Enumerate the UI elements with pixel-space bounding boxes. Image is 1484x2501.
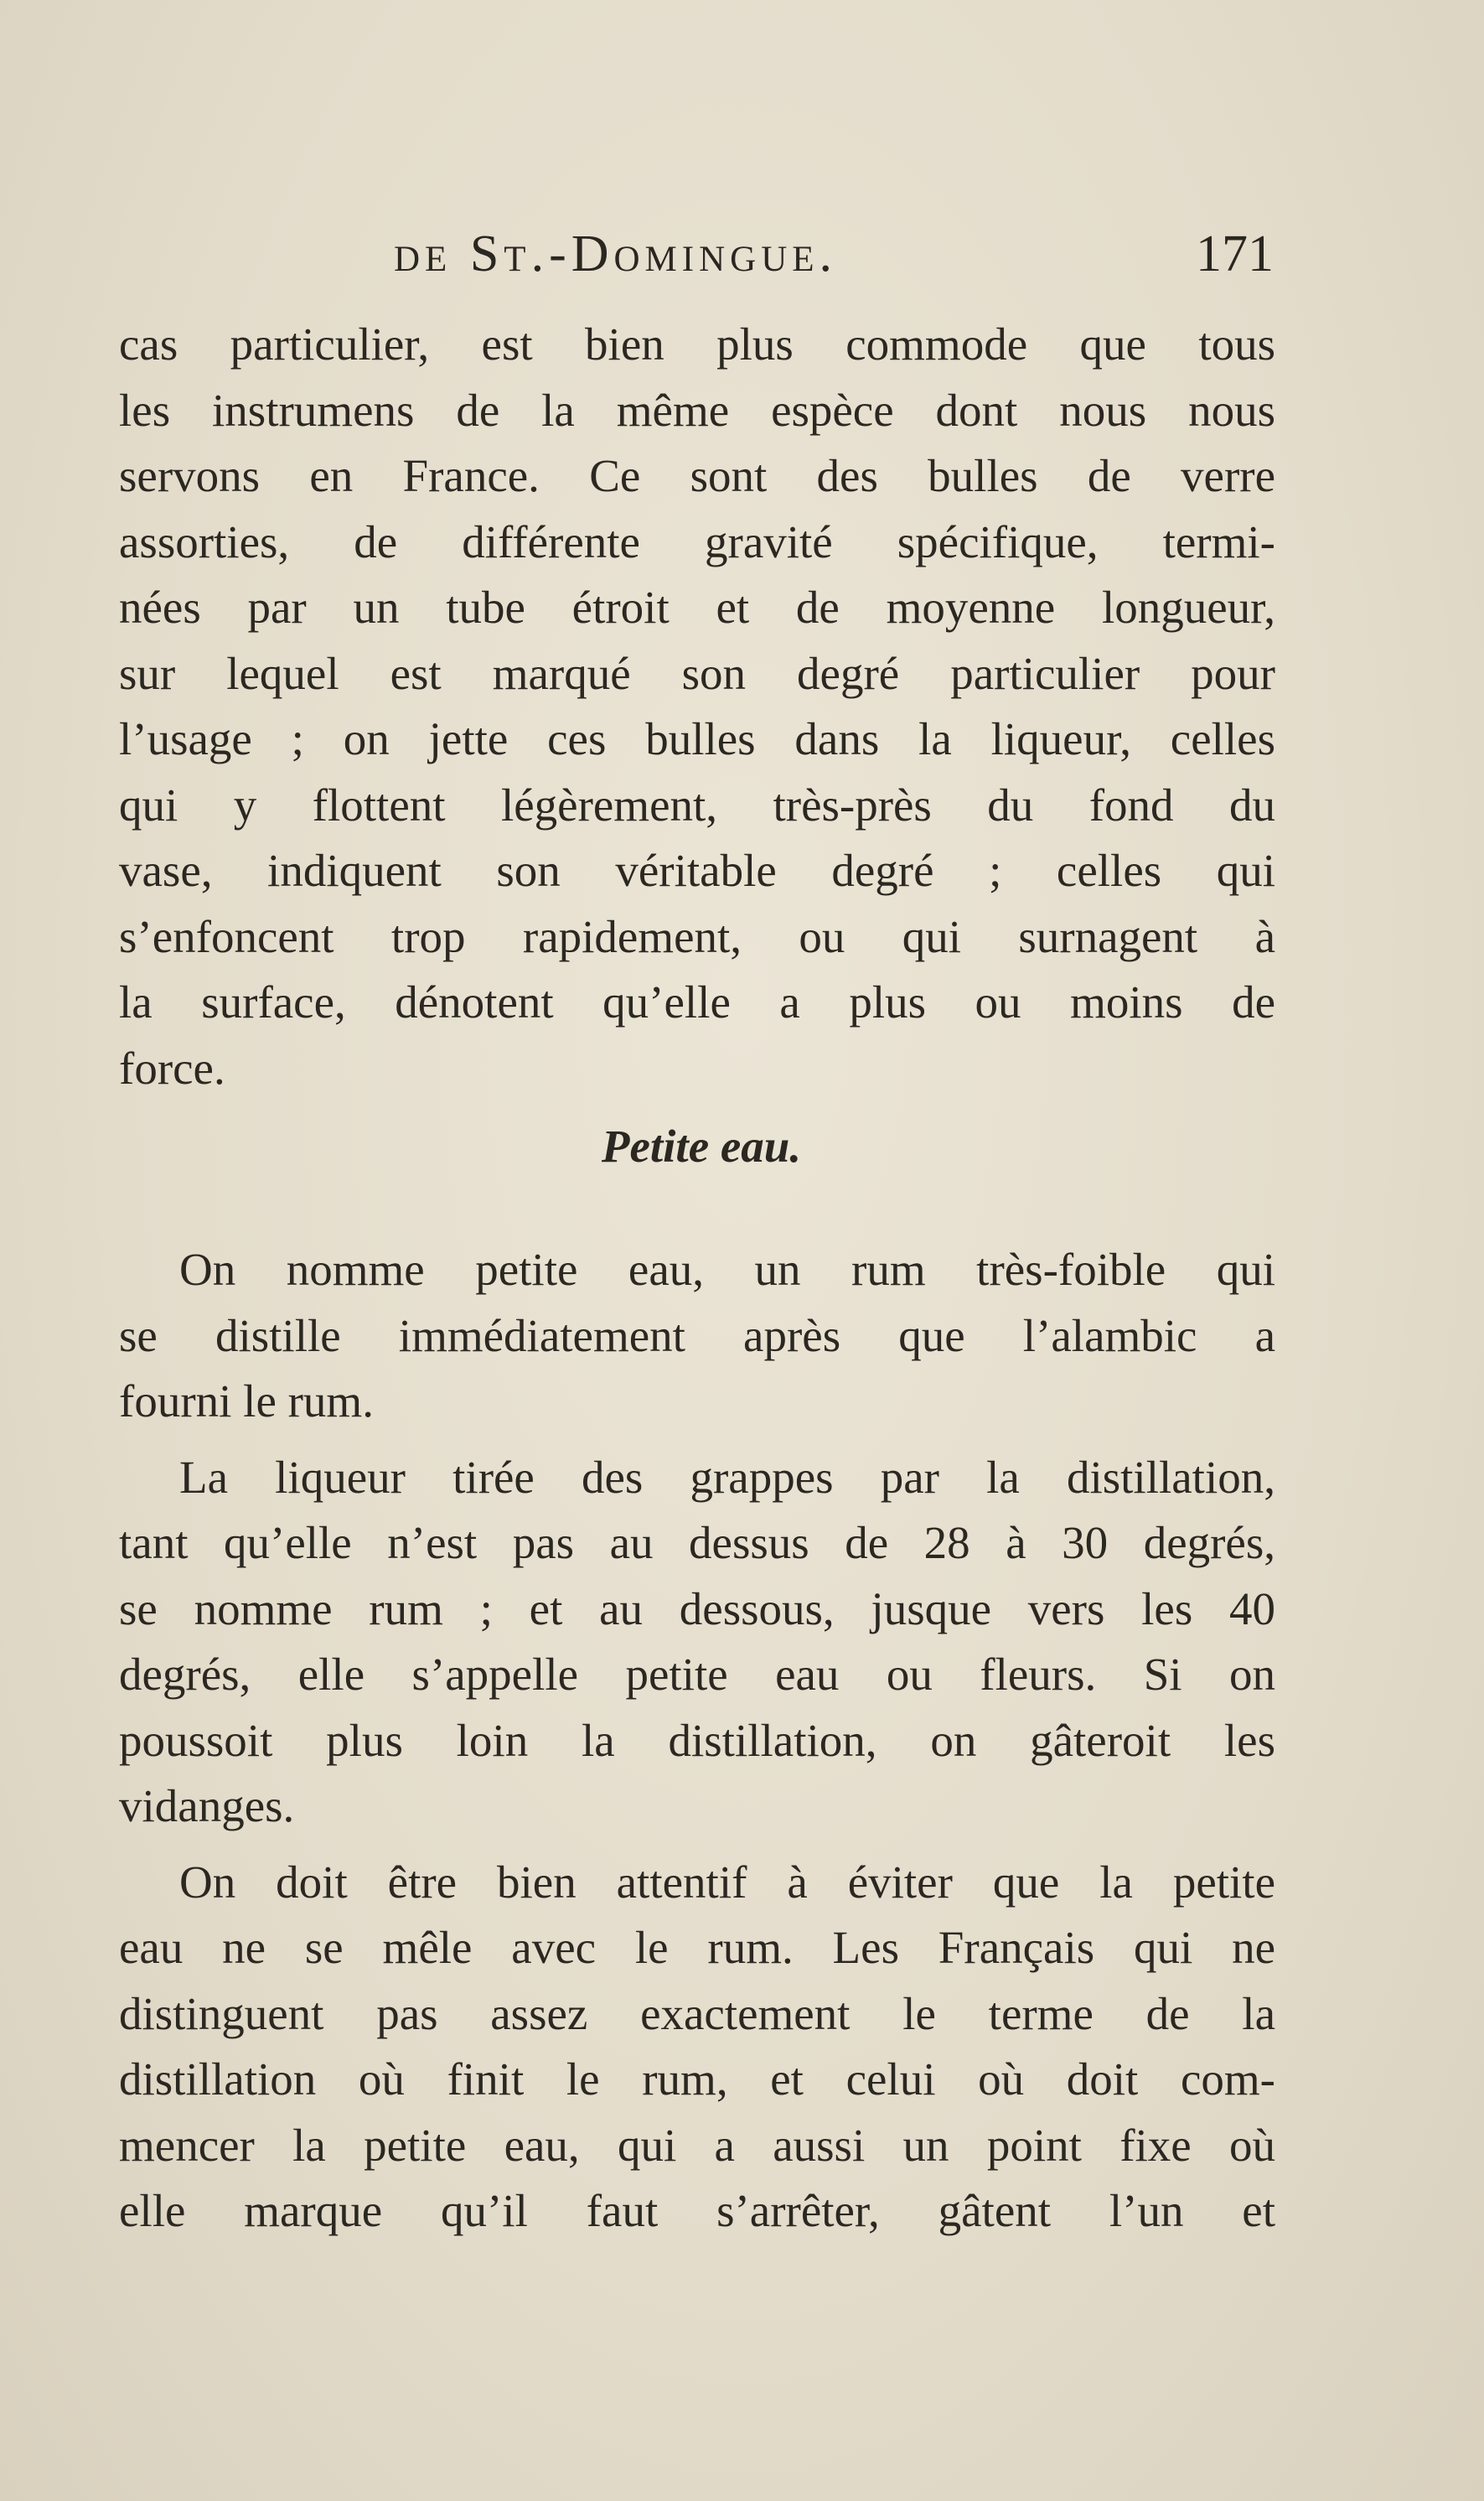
paragraph-2 [119, 1237, 1275, 1435]
text-line: tant qu’elle n’est pas au dessus de 28 à 30 degrés, [119, 1517, 1275, 1568]
text-line: les instrumens de la même espèce dont nous nous [119, 384, 1275, 436]
text-line: cas particulier, est bien plus commode que tous [119, 318, 1275, 370]
text-line: se nomme rum ; et au dessous, jusque vers les 40 [119, 1582, 1275, 1634]
text-line: eau ne se mêle avec le rum. Les Français qui ne [119, 1922, 1275, 1973]
paragraph-3 [119, 1445, 1275, 1840]
page-body [119, 312, 1275, 2245]
section-heading: Petite eau. [601, 1121, 802, 1172]
text-line: La liqueur tirée des grappes par la distillation, [179, 1451, 1275, 1503]
paragraph-4 [119, 1850, 1275, 2245]
text-line: assorties, de différente gravité spécifique, termi- [119, 515, 1275, 567]
text-line: poussoit plus loin la distillation, on gâteroit les [119, 1714, 1275, 1766]
text-line: s’enfoncent trop rapidement, ou qui surnagent à [119, 910, 1275, 962]
text-line: mencer la petite eau, qui a aussi un point fixe où [119, 2119, 1275, 2171]
text-line: servons en France. Ce sont des bulles de verre [119, 450, 1275, 501]
text-line: distinguent pas assez exactement le terme de la [119, 1987, 1275, 2039]
text-line: nées par un tube étroit et de moyenne longueur, [119, 582, 1275, 633]
text-line: force. [119, 1042, 225, 1094]
running-title: de St.-Domingue. [394, 225, 838, 282]
text-line: vidanges. [119, 1780, 295, 1831]
text-line: On doit être bien attentif à éviter que la petite [179, 1856, 1275, 1908]
text-line: On nomme petite eau, un rum très-foible qui [179, 1244, 1275, 1295]
text-line: se distille immédiatement après que l’alambic a [119, 1309, 1275, 1361]
text-line: vase, indiquent son véritable degré ; celles qui [119, 845, 1275, 896]
paragraph-1 [119, 312, 1275, 1101]
page-number: 171 [1196, 225, 1274, 282]
text-line: qui y flottent légèrement, très-près du fond du [119, 779, 1275, 831]
text-line: elle marque qu’il faut s’arrêter, gâtent l’un et [119, 2185, 1275, 2236]
text-line: sur lequel est marqué son degré particulier pour [119, 647, 1275, 699]
text-line: distillation où finit le rum, et celui où doit com- [119, 2053, 1275, 2105]
text-line: l’usage ; on jette ces bulles dans la liqueur, celles [119, 713, 1275, 764]
page-header [117, 225, 1274, 292]
text-line: degrés, elle s’appelle petite eau ou fleurs. Si on [119, 1649, 1275, 1700]
text-line: fourni le rum. [119, 1375, 374, 1427]
text-line: la surface, dénotent qu’elle a plus ou moins de [119, 976, 1275, 1028]
